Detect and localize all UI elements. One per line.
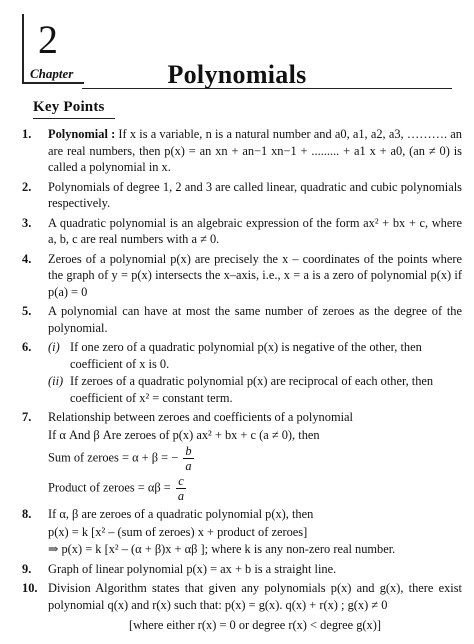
item-number: 8. xyxy=(22,507,32,521)
item-number: 4. xyxy=(22,251,32,266)
item-term: Polynomial : xyxy=(48,127,116,141)
sub-item-label: (ii) xyxy=(48,374,64,388)
sum-of-zeroes xyxy=(48,444,462,473)
list-item xyxy=(22,303,462,336)
item-text: Division Algorithm states that given any polynomials p(x) and g(x), there exist polynomial q(x) and r(x) such that: p(x) = g(x). q(x) + r(x) ; g(x) ≠ 0 xyxy=(48,581,462,612)
product-label: Product of zeroes = αβ = xyxy=(48,480,171,495)
sum-denominator: a xyxy=(185,459,192,473)
item-text: A polynomial can have at most the same number of zeroes as the degree of the polynomial. xyxy=(48,304,462,335)
chapter-label: Chapter xyxy=(30,66,74,81)
item-number: 9. xyxy=(22,561,32,576)
item-number: 7. xyxy=(22,410,32,424)
item-number: 6. xyxy=(22,340,32,354)
list-item xyxy=(22,126,462,176)
product-of-zeroes xyxy=(48,474,462,503)
item-number: 3. xyxy=(22,215,32,230)
product-denominator: a xyxy=(177,489,185,503)
item-number: 2. xyxy=(22,179,32,194)
list-item xyxy=(22,506,462,558)
product-numerator: c xyxy=(176,474,186,489)
footer-note: [where either r(x) = 0 or degree r(x) < degree g(x)] xyxy=(128,618,382,632)
item-number: 1. xyxy=(22,127,32,141)
list-item xyxy=(22,179,462,212)
item-number: 5. xyxy=(22,304,32,318)
section-rule xyxy=(33,118,115,119)
product-fraction xyxy=(176,474,186,503)
item-text: Polynomials of degree 1, 2 and 3 are called linear, quadratic and cubic polynomials respectively. xyxy=(48,179,462,210)
item-number: 10. xyxy=(22,581,38,595)
sub-item-text-cont: coefficient of x is 0. xyxy=(70,356,170,371)
sum-fraction xyxy=(183,444,193,473)
sub-item-text: If zeroes of a quadratic polynomial p(x) are reciprocal of each other, then xyxy=(70,374,434,388)
item-text: Graph of linear polynomial p(x) = ax + b is a straight line. xyxy=(48,561,337,576)
section-heading: Key Points xyxy=(33,99,105,115)
item-line: p(x) = k [x² – (sum of zeroes) x + product of zeroes] xyxy=(48,524,308,539)
item-line: ⇒ p(x) = k [x² – (α + β)x + αβ ]; where k is any non-zero real number. xyxy=(48,542,396,556)
sum-label: Sum of zeroes = α + β = − xyxy=(48,450,179,465)
list-item xyxy=(22,339,462,406)
item-line: If α And β Are zeroes of p(x) ax² + bx + c (a ≠ 0), then xyxy=(48,427,320,442)
item-text: Relationship between zeroes and coefficients of a polynomial xyxy=(48,410,353,424)
list-item xyxy=(22,409,462,503)
page-title: Polynomials xyxy=(167,60,307,89)
item-text: A quadratic polynomial is an algebraic expression of the form ax² + bx + c, where a, b, c are real numbers with a ≠ 0. xyxy=(48,215,462,246)
sub-item-text: If one zero of a quadratic polynomial p(x) is negative of the other, then xyxy=(70,340,422,354)
chapter-number: 2 xyxy=(38,17,58,62)
list-item xyxy=(22,561,462,578)
sub-item-label: (i) xyxy=(48,340,60,354)
sub-item xyxy=(48,339,462,372)
list-item xyxy=(22,580,462,613)
item-text: If α, β are zeroes of a quadratic polynomial p(x), then xyxy=(48,507,314,521)
list-item xyxy=(22,251,462,301)
item-text: If x is a variable, n is a natural number and a0, a1, a2, a3, ………. an are real numbers, then p(x) = an xn + an−1 xn−1 + ......... + a1 x + a0, (an ≠ 0) is called a polynomial in x. xyxy=(48,127,462,174)
list-item xyxy=(22,215,462,248)
sub-item-text-cont: coefficient of x² = constant term. xyxy=(70,390,233,405)
title-rule xyxy=(82,88,452,89)
item-text: Zeroes of a polynomial p(x) are precisely the x – coordinates of the points where the graph of y = p(x) intersects the x–axis, i.e., x = a is a zero of polynomial p(x) if p(a) = 0 xyxy=(48,251,462,299)
sub-item xyxy=(48,373,462,406)
key-points-list xyxy=(22,126,462,634)
sum-numerator: b xyxy=(185,444,192,458)
